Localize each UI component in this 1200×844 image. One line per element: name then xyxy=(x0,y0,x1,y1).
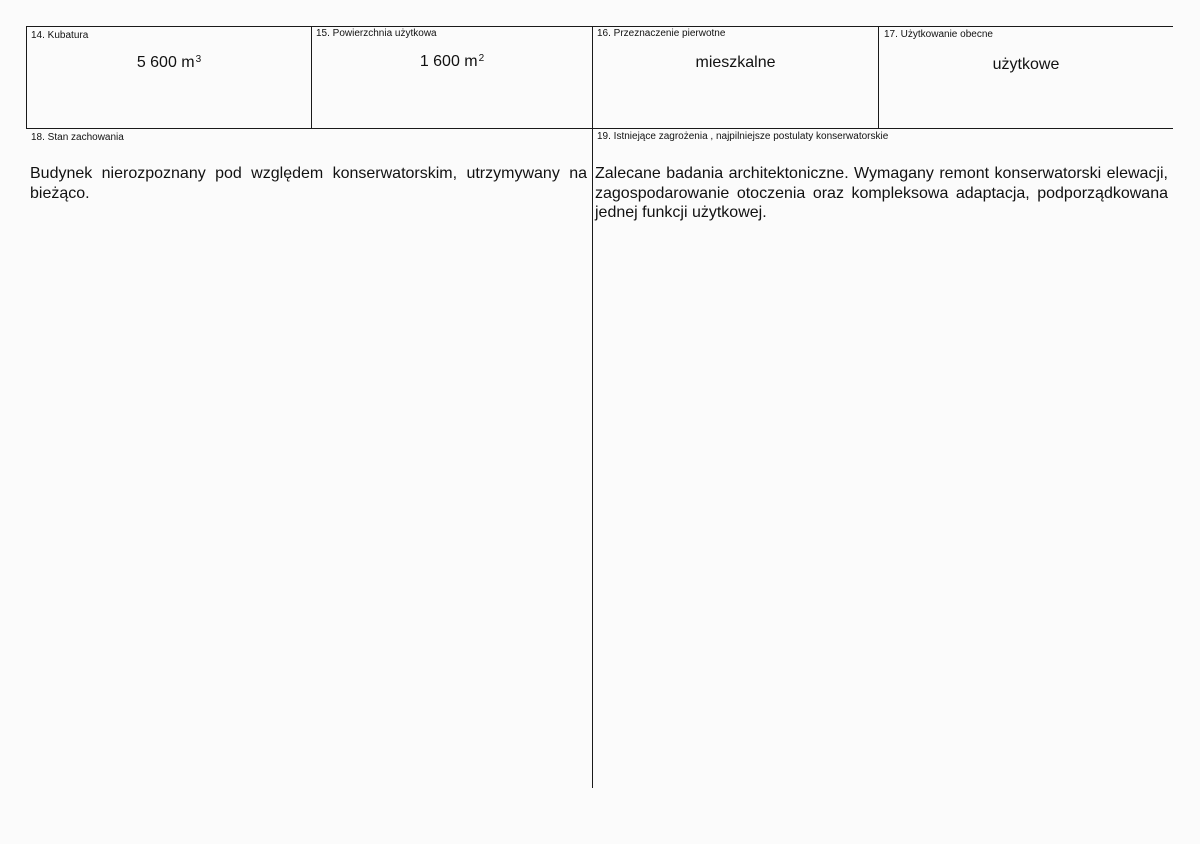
col-divider-1 xyxy=(311,26,312,129)
left-border xyxy=(26,26,27,129)
kubatura-label: 14. Kubatura xyxy=(31,30,89,41)
powierzchnia-value: 1 600 $m^2$ xyxy=(419,53,485,70)
stan-text: Budynek nierozpoznany pod względem konserwatorskim, utrzymywany na bieżąco. xyxy=(30,165,587,202)
kubatura-value: 5 600 $m^3$ xyxy=(136,54,202,71)
stan-label: 18. Stan zachowania xyxy=(31,132,124,143)
col-divider-2 xyxy=(592,26,593,788)
przeznaczenie-value: mieszkalne xyxy=(695,54,776,71)
powierzchnia-label: 15. Powierzchnia użytkowa xyxy=(316,28,437,39)
top-border xyxy=(26,26,1173,27)
zagrozenia-label: 19. Istniejące zagrożenia , najpilniejsze postulaty konserwatorskie xyxy=(597,131,889,142)
col-divider-3 xyxy=(878,26,879,129)
row-divider xyxy=(26,128,1173,129)
przeznaczenie-label: 16. Przeznaczenie pierwotne xyxy=(597,28,726,39)
uzytkowanie-label: 17. Użytkowanie obecne xyxy=(884,29,993,40)
uzytkowanie-value: użytkowe xyxy=(992,56,1060,73)
zagrozenia-text: Zalecane badania architektoniczne. Wymagany remont konserwatorski elewacji, zagospodarowanie otoczenia oraz kompleksowa adaptacja, podporządkowana jednej funkcji użytkowej. xyxy=(595,165,1168,221)
